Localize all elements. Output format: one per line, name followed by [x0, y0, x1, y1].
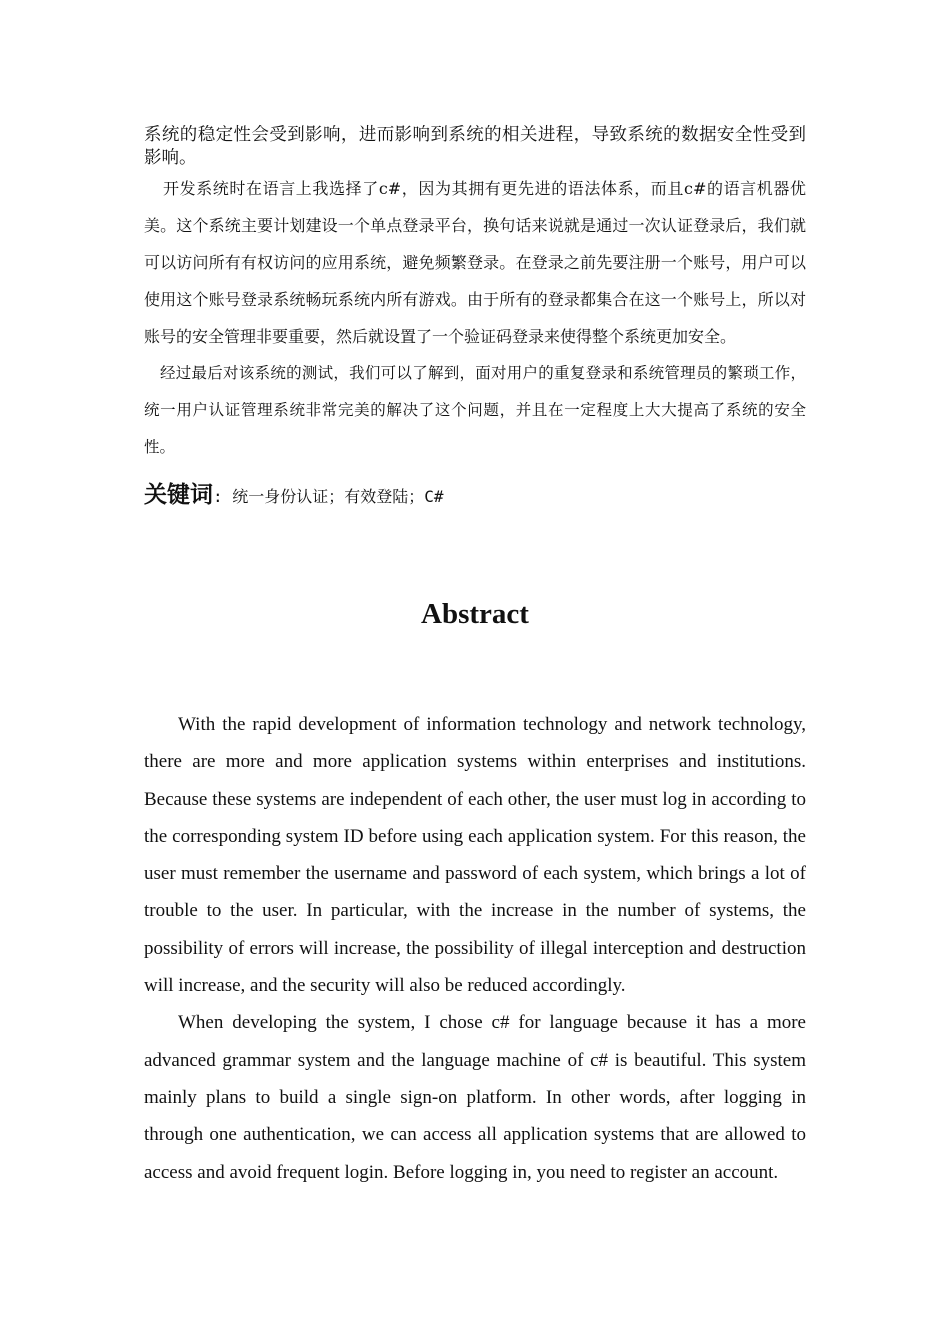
chinese-paragraph-2: 开发系统时在语言上我选择了c#，因为其拥有更先进的语法体系，而且c#的语言机器优美。这个系统主要计划建设一个单点登录平台，换句话来说就是通过一次认证登录后，我们就可以访问所有有权访问的应用系统，避免频繁登录。在登录之前先要注册一个账号，用户可以使用这个账号登录系统畅玩系统内所有游戏。由于所有的登录都集合在这一个账号上，所以对账号的安全管理非要重要，然后就设置了一个验证码登录来使得整个系统更加安全。	[144, 179, 806, 346]
keywords-line	[144, 480, 806, 512]
chinese-paragraph-1: 系统的稳定性会受到影响，进而影响到系统的相关进程，导致系统的数据安全性受到影响。	[144, 125, 806, 168]
keywords-label: 关键词	[144, 482, 213, 508]
abstract-body	[144, 706, 806, 1191]
abstract-paragraph-1: With the rapid development of information technology and network technology, there are more and more application systems within enterprises and institutions. Because these systems are independent of each other, the user must log in according to the corresponding system ID before using each application system. For this reason, the user must remember the username and password of each system, which brings a lot of trouble to the user. In particular, with the increase in the number of systems, the possibility of errors will increase, the possibility of illegal interception and destruction will increase, and the security will also be reduced accordingly.	[144, 714, 806, 997]
abstract-paragraph-2: When developing the system, I chose c# for language because it has a more advanced grammar system and the language machine of c# is beautiful. This system mainly plans to build a single sign-on platform. In other words, after logging in through one authentication, we can access all application systems that are allowed to access and avoid frequent login. Before logging in, you need to register an account.	[144, 1012, 806, 1183]
chinese-section	[144, 124, 806, 512]
abstract-title: Abstract	[421, 598, 529, 630]
keywords-text: : 统一身份认证；有效登陆；C#	[213, 487, 444, 506]
chinese-paragraph-3: 经过最后对该系统的测试，我们可以了解到，面对用户的重复登录和系统管理员的繁琐工作，统一用户认证管理系统非常完美的解决了这个问题，并且在一定程度上大大提高了系统的安全性。	[144, 364, 806, 456]
